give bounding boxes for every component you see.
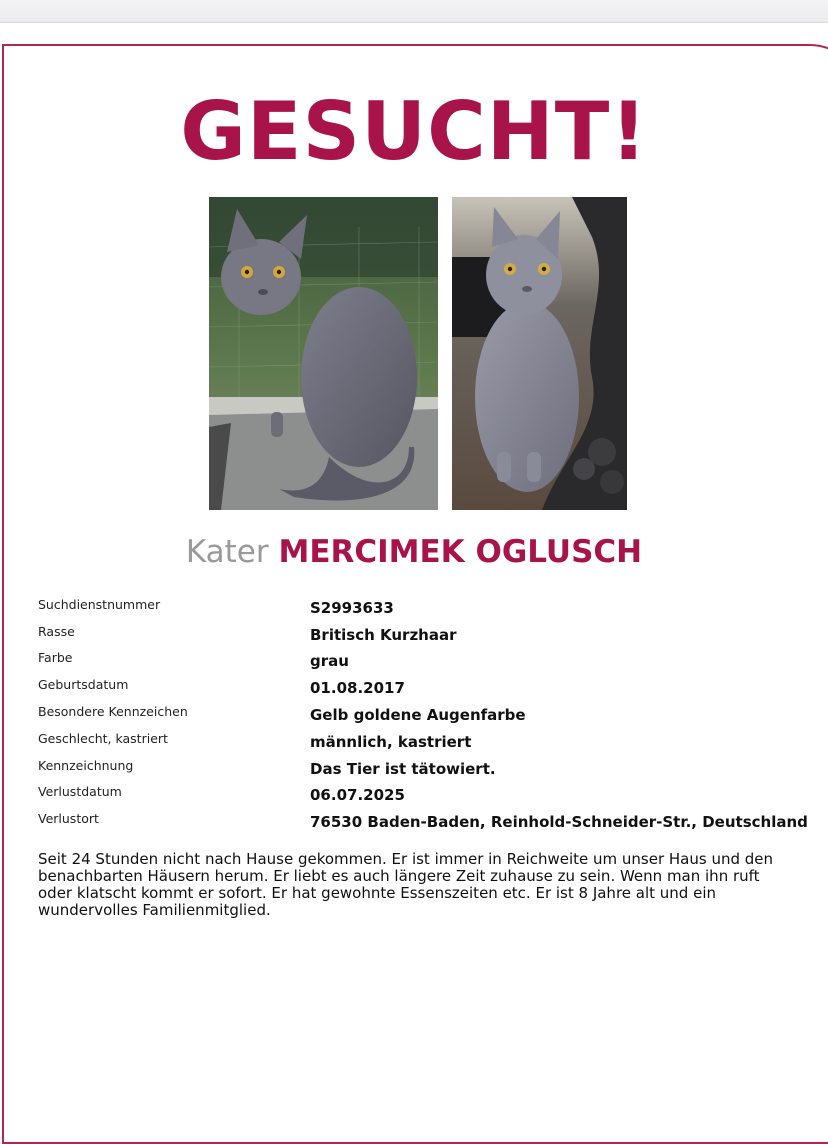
detail-label: Verlustdatum — [38, 784, 122, 799]
detail-value: männlich, kastriert — [310, 733, 472, 751]
browser-top-bar — [0, 0, 828, 23]
detail-row-rasse — [0, 623, 828, 650]
detail-value: 01.08.2017 — [310, 679, 405, 697]
detail-label: Geburtsdatum — [38, 677, 129, 692]
detail-value: Gelb goldene Augenfarbe — [310, 706, 526, 724]
cat-name: MERCIMEK OGLUSCH — [278, 534, 643, 570]
detail-value: 06.07.2025 — [310, 786, 405, 804]
cat-name-prefix: Kater — [185, 534, 269, 570]
detail-label: Suchdienstnummer — [38, 597, 161, 612]
detail-value: 76530 Baden-Baden, Reinhold-Schneider-Str., Deutschland — [310, 813, 808, 831]
detail-value: Das Tier ist tätowiert. — [310, 760, 496, 778]
detail-row-geburtsdatum — [0, 676, 828, 703]
detail-row-verlustort — [0, 810, 828, 837]
detail-value: grau — [310, 652, 349, 670]
detail-row-verlustdatum — [0, 783, 828, 810]
detail-row-suchdienstnummer — [0, 596, 828, 623]
detail-label: Kennzeichnung — [38, 758, 134, 773]
detail-label: Besondere Kennzeichen — [38, 704, 188, 719]
cat-name-heading — [0, 530, 828, 574]
detail-label: Verlustort — [38, 811, 99, 826]
detail-label: Farbe — [38, 650, 73, 665]
description-text: Seit 24 Stunden nicht nach Hause gekommen. Er ist immer in Reichweite um unser Haus und den benachbarten Häusern herum. Er liebt es auch längere Zeit zuhause zu sein. Wenn man ihn ruft oder klatscht kommt er sofort. Er hat gewohnte Essenszeiten etc. Er ist 8 Jahre alt und ein wundervolles Familienmitglied. — [38, 850, 774, 919]
cat-photo-indoors — [452, 197, 627, 510]
detail-row-kennzeichnung — [0, 757, 828, 784]
detail-value: Britisch Kurzhaar — [310, 626, 457, 644]
detail-label: Rasse — [38, 624, 75, 639]
detail-row-geschlecht — [0, 730, 828, 757]
poster-headline: GESUCHT! — [180, 85, 648, 178]
detail-row-besondere-kennzeichen — [0, 703, 828, 730]
detail-row-farbe — [0, 649, 828, 676]
detail-label: Geschlecht, kastriert — [38, 731, 168, 746]
detail-value: S2993633 — [310, 599, 394, 617]
cat-photo-terrace — [209, 197, 438, 510]
